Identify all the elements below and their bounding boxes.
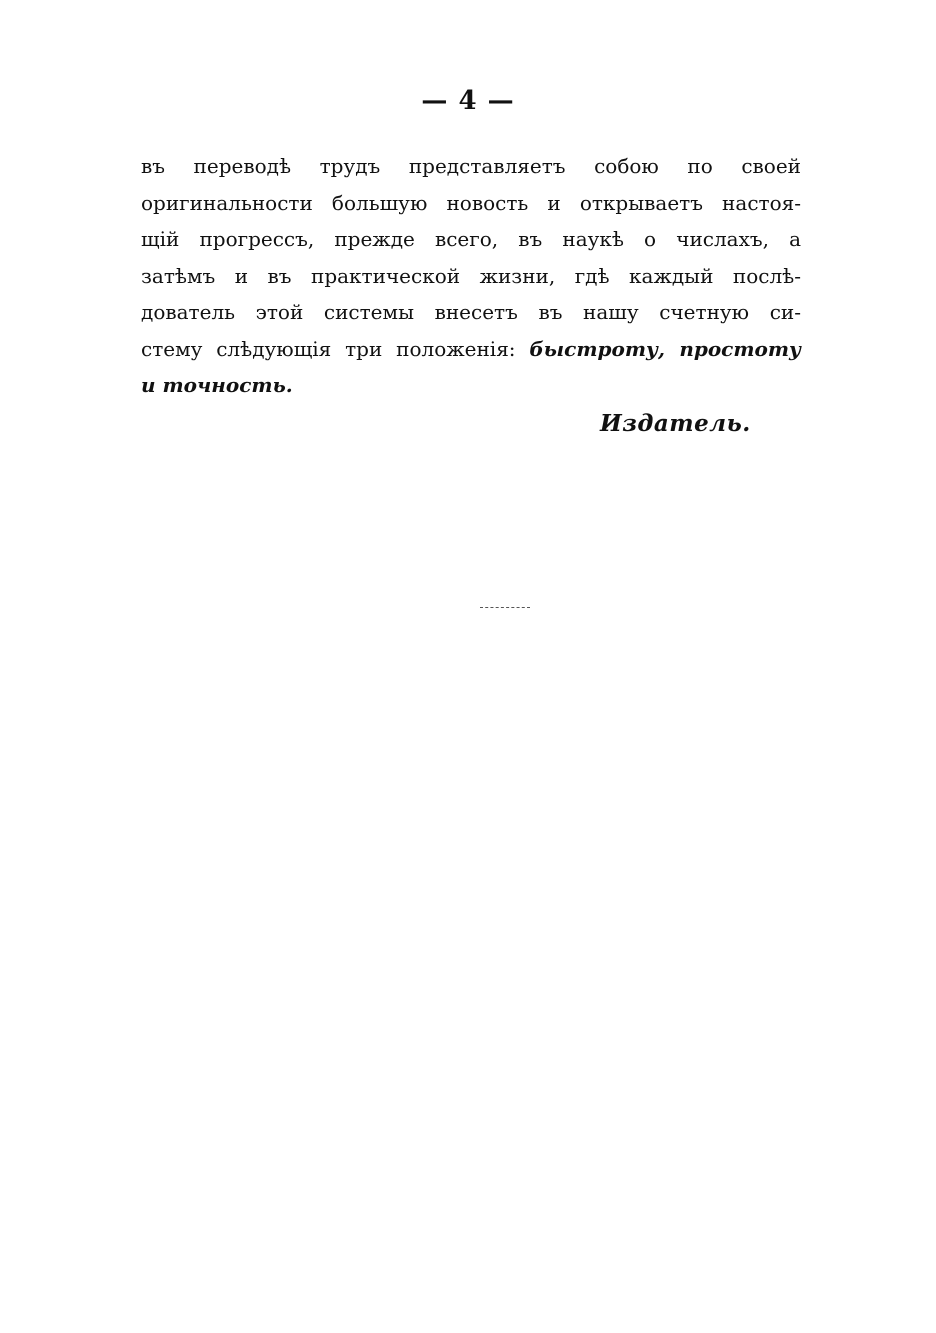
text-line-plain: стему слѣдующія три положенія: bbox=[141, 336, 530, 361]
emphasized-text: и точность bbox=[141, 373, 286, 397]
emphasized-text: быстроту, простоту bbox=[529, 336, 801, 361]
page-number: — 4 — bbox=[421, 86, 515, 116]
text-line: оригинальности большую новость и открываетъ настоя- bbox=[141, 190, 801, 215]
text-line: дователь этой системы внесетъ въ нашу счетную си- bbox=[141, 300, 801, 324]
text-line: щій прогрессъ, прежде всего, въ наукѣ о числахъ, а bbox=[141, 227, 801, 251]
text-line-end: . bbox=[285, 373, 293, 397]
publisher-signature: Издатель. bbox=[600, 410, 751, 437]
body-paragraph bbox=[141, 148, 801, 404]
text-line bbox=[141, 367, 801, 404]
text-line bbox=[141, 331, 801, 368]
end-rule bbox=[480, 607, 530, 608]
text-line: затѣмъ и въ практической жизни, гдѣ каждый послѣ- bbox=[141, 263, 801, 288]
text-line: въ переводѣ трудъ представляетъ собою по своей bbox=[141, 154, 801, 178]
